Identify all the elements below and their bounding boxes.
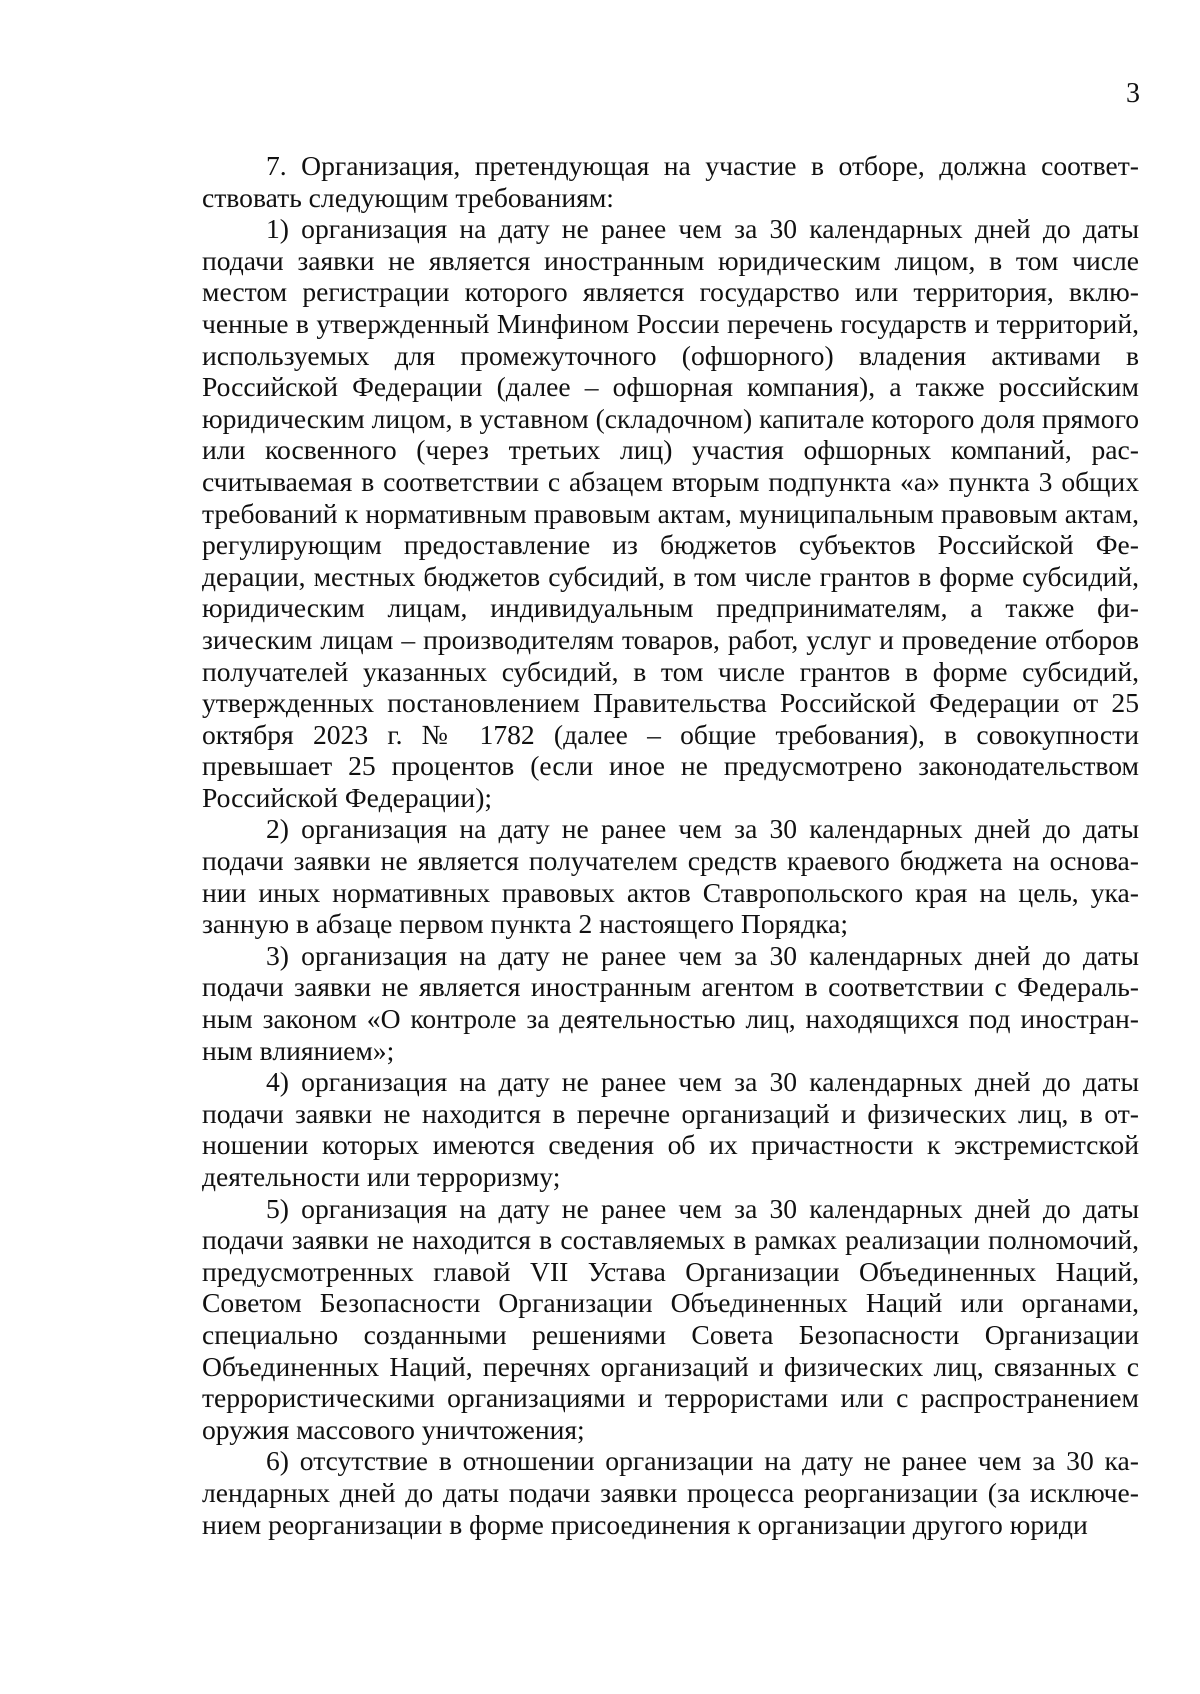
paragraph-requirement-6: 6) отсутствие в отношении организации на дату не ранее чем за 30 календарных дней до даты подачи заявки процесса реорганизации (за исключением реорганизации в форме присоединения к организации другого юриди: [202, 1445, 1139, 1540]
paragraph-requirement-5: 5) организация на дату не ранее чем за 30 календарных дней до даты подачи заявки не находится в составляемых в рамках реализации полномочий, предусмотренных главой VII Устава Организации Объединенных Наций, Советом Безопасности Организации Объединенных Наций или органами, специально созданными решениями Совета Безопасности Организации Объединенных Наций, перечнях организаций и физических лиц, связанных с террористическими организациями и террористами или с распространением оружия массового уничтожения;: [202, 1192, 1139, 1445]
paragraph-requirement-1: 1) организация на дату не ранее чем за 30 календарных дней до даты подачи заявки не является иностранным юридическим лицом, в том числе местом регистрации которого является государство или территория, включенные в утвержденный Минфином России перечень государств и территорий, используемых для промежуточного (офшорного) владения активами в Российской Федерации (далее – офшорная компания), а также российским юридическим лицом, в уставном (складочном) капитале которого доля прямого или косвенного (через третьих лиц) участия офшорных компаний, рассчитываемая в соответствии с абзацем вторым подпункта «а» пункта 3 общих требований к нормативным правовым актам, муниципальным правовым актам, регулирующим предоставление из бюджетов субъектов Российской Федерации, местных бюджетов субсидий, в том числе грантов в форме субсидий, юридическим лицам, индивидуальным предпринимателям, а также физическим лицам – производителям товаров, работ, услуг и проведение отборов получателей указанных субсидий, в том числе грантов в форме субсидий, утвержденных постановлением Правительства Российской Федерации от 25 октября 2023 г. № 1782 (далее – общие требования), в совокупности превышает 25 процентов (если иное не предусмотрено законодательством Российской Федерации);: [202, 213, 1139, 813]
paragraph-requirement-4: 4) организация на дату не ранее чем за 30 календарных дней до даты подачи заявки не находится в перечне организаций и физических лиц, в отношении которых имеются сведения об их причастности к экстремистской деятельности или терроризму;: [202, 1066, 1139, 1192]
paragraph-7-intro: 7. Организация, претендующая на участие в отборе, должна соответствовать следующим требованиям:: [202, 150, 1139, 213]
paragraph-requirement-3: 3) организация на дату не ранее чем за 30 календарных дней до даты подачи заявки не является иностранным агентом в соответствии с Федеральным законом «О контроле за деятельностью лиц, находящихся под иностранным влиянием»;: [202, 939, 1139, 1066]
paragraph-requirement-2: 2) организация на дату не ранее чем за 30 календарных дней до даты подачи заявки не является получателем средств краевого бюджета на основании иных нормативных правовых актов Ставропольского края на цель, указанную в абзаце первом пункта 2 настоящего Порядка;: [202, 813, 1139, 940]
page-number: 3: [1126, 78, 1140, 109]
document-body: [202, 150, 1139, 1540]
